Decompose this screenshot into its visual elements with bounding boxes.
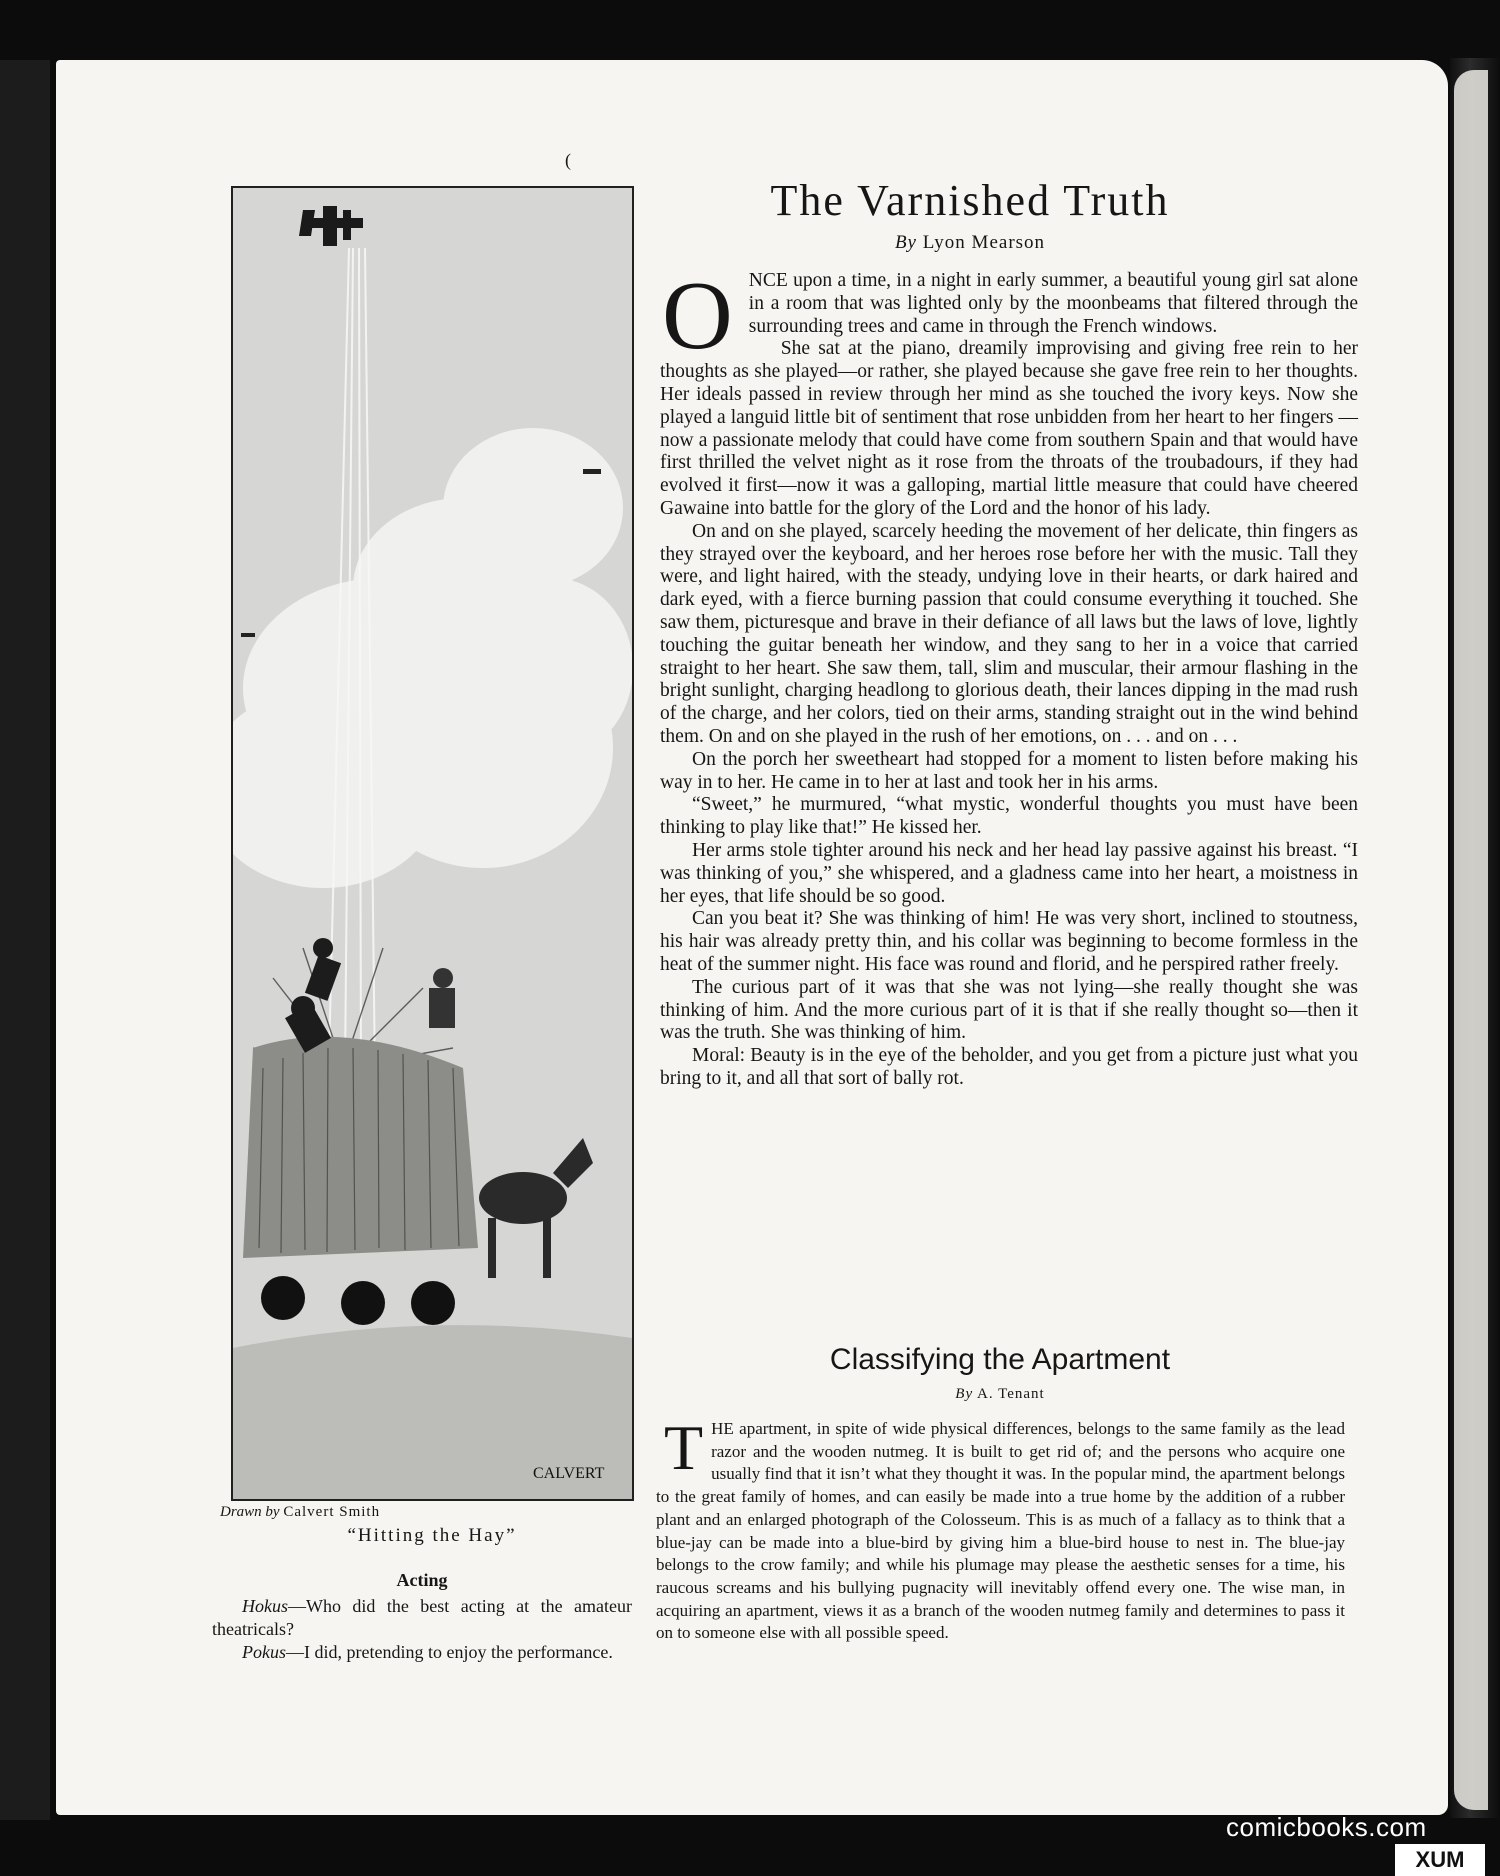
story-paragraph: Her arms stole tighter around his neck and her head lay passive against his breast. “I was thinking of you,” she whispered, and a gladness came into her heart, a moistness in her eyes, that life should be so good. [660,839,1358,907]
story-paragraph: On the porch her sweetheart had stopped for a moment to listen before making his way in to her. He came in to her at last and took her in his arms. [660,748,1358,793]
joke-line-1-text: —Who did the best acting at the amateur theatricals? [212,1596,632,1639]
illustration-hitting-the-hay [231,186,634,1501]
story-paragraph: The curious part of it was that she was not lying—she really thought she was thinking of him. And the more curious part of it is that if she really thought so—then it was the truth. She was thinking of him. [660,976,1358,1044]
joke-text [212,1595,632,1664]
airplane-crash-haywagon-illustration [233,188,632,1499]
story-byline [660,232,1280,254]
story-paragraph: “Sweet,” he murmured, “what mystic, wonderful thoughts you must have been thinking to play like that!” He kissed her. [660,794,1358,839]
joke-speaker-1: Hokus [242,1596,288,1616]
byline-by: By [894,232,917,253]
joke-speaker-2: Pokus [242,1642,286,1662]
byline-by: By [955,1386,974,1402]
illustration-credit [220,1504,380,1521]
site-watermark: comicbooks.com [1226,1812,1427,1842]
xum-badge: XUM [1395,1844,1485,1876]
credit-prefix: Drawn by [220,1504,280,1520]
page-mark: ( [565,150,571,170]
story-paragraph: She sat at the piano, dreamily improvising and giving free rein to her thoughts as she played—or rather, she played because she gave free rein to her thoughts. Her ideals passed in review through her mind as she touched the ivory keys. Now she played a languid little bit of sentiment that rose unbidden from her heart to her fingers —now a passionate melody that could have come from southern Spain and that would have first thrilled the velvet night as it rose from the throats of the troubadours, if they had evolved it first—now it was a galloping, martial little measure that could have cheered Gawaine into battle for the glory of the Lord and the honor of his lady. [660,338,1358,519]
drop-cap: O [662,262,733,370]
byline-author: Lyon Mearson [922,232,1046,253]
second-story-title: Classifying the Apartment [829,1343,1171,1376]
story-paragraph: Can you beat it? She was thinking of him! He was very short, inclined to stoutness, his hair was already pretty thin, and his collar was beginning to become formless in the heat of the summer night. His face was round and florid, and he perspired rather freely. [660,908,1358,975]
joke-line-2-text: —I did, pretending to enjoy the performance. [286,1642,613,1662]
story-paragraph: THE apartment, in spite of wide physical differences, belongs to the same family as the lead razor and the wooden nutmeg. It is built to get rid of; and the persons who acquire one usually find that it isn’t what they thought it was. In the popular mind, the apartment belongs to the great family of homes, and can easily be made into a true home by the addition of a rubber plant and an enlarged photograph of the Colosseum. This is as much of a fallacy as to think that a blue-jay can be made into a blue-bird by giving him a blue-bird house to nest in. The blue-jay belongs to the crow family; and while his plumage may please the aesthetic senses for a time, his raucous screams and his bullying pugnacity will inevitably offend every one. The wise man, in acquiring an apartment, views it as a branch of the wooden nutmeg family and determines to pass it on to someone else with all possible speed. [656,1412,1345,1643]
joke-line-1 [212,1595,632,1641]
second-story-byline [660,1386,1340,1403]
story-title: The Varnished Truth [770,176,1170,225]
facing-page-edge [1454,70,1488,1810]
drop-cap: T [664,1412,704,1483]
byline-author: A. Tenant [977,1386,1045,1402]
story-paragraph: ONCE upon a time, in a night in early summer, a beautiful young girl sat alone in a room that was lighted only by the moonbeams that filtered through the surrounding trees and came in through the French windows. [662,262,1358,370]
joke-line-2 [212,1641,632,1664]
joke-title: Acting [396,1570,448,1590]
artist-signature: CALVERT [533,1465,605,1482]
story-paragraph: Moral: Beauty is in the eye of the beholder, and you get from a picture just what you bring to it, and all that sort of bally rot. [660,1045,1358,1089]
illustration-caption: “Hitting the Hay” [347,1525,517,1546]
scan-left-border [0,60,50,1820]
second-story-body [656,1412,1345,1645]
story-body [660,262,1358,1091]
credit-artist: Calvert Smith [283,1504,381,1520]
story-paragraph: On and on she played, scarcely heeding the movement of her delicate, thin fingers as they strayed over the keyboard, and her heroes rose before her with the music. Tall they were, and light haired, with the steady, undying love in their hearts, or dark haired and dark eyed, with a fierce burning passion that could consume everything it touched. She saw them, picturesque and brave in their defiance of all laws but the laws of love, lightly touching the guitar beneath her window, and they sang to her in a voice that carried straight to her heart. She saw them, tall, slim and muscular, their armour flashing in the bright sunlight, charging headlong to glorious death, their lances dipping in the mad rush of the charge, and her colors, tied on their arms, standing straight out in the wind behind them. On and on she played in the rush of her emotions, on . . . and on . . . [660,520,1358,747]
